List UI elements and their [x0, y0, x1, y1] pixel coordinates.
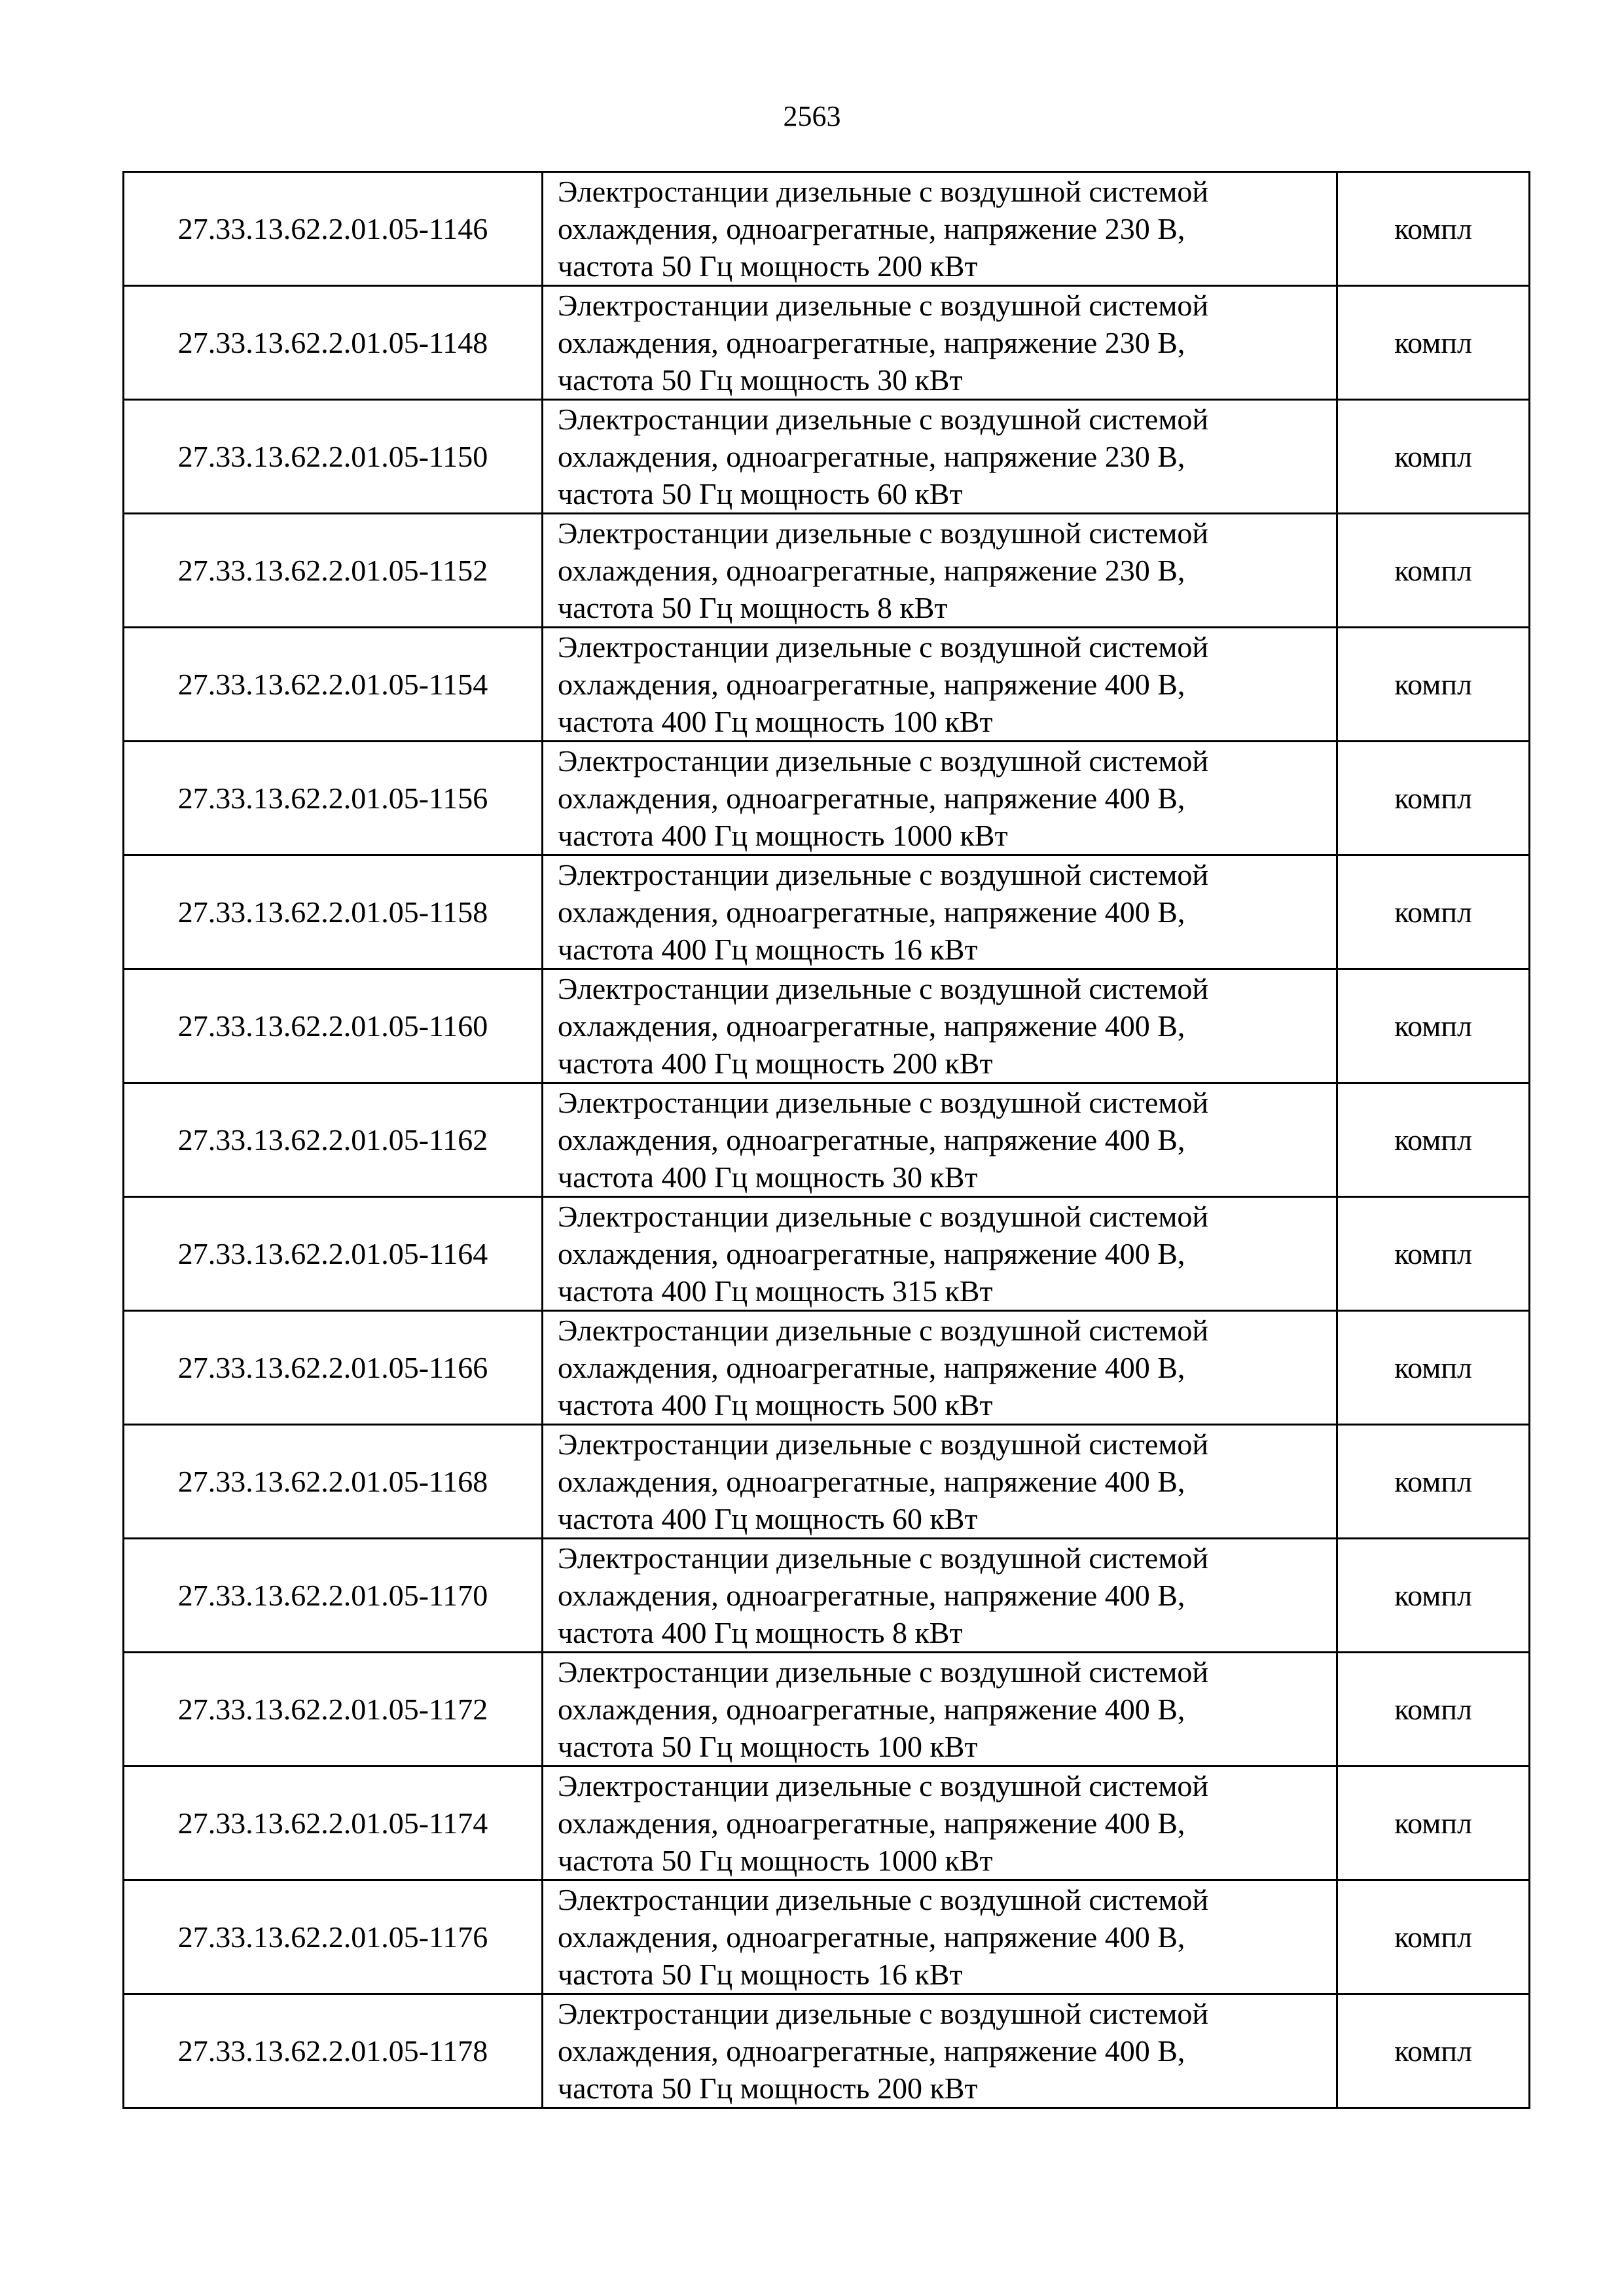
table-row: [124, 400, 1530, 514]
unit-of-measure: компл: [1337, 1767, 1530, 1880]
description-line: частота 400 Гц мощность 1000 кВт: [558, 819, 1008, 852]
unit-of-measure: компл: [1337, 1994, 1530, 2108]
resource-description: [543, 1653, 1337, 1767]
description-line: частота 400 Гц мощность 500 кВт: [558, 1388, 993, 1422]
resource-code: 27.33.13.62.2.01.05-1148: [124, 286, 543, 400]
unit-of-measure: компл: [1337, 1539, 1530, 1653]
resource-code: 27.33.13.62.2.01.05-1178: [124, 1994, 543, 2108]
description-line: охлаждения, одноагрегатные, напряжение 400 В,: [558, 1351, 1185, 1384]
resource-code: 27.33.13.62.2.01.05-1154: [124, 628, 543, 742]
unit-of-measure: компл: [1337, 628, 1530, 742]
description-line: охлаждения, одноагрегатные, напряжение 400 В,: [558, 1693, 1185, 1726]
description-line: охлаждения, одноагрегатные, напряжение 400 В,: [558, 668, 1185, 701]
description-line: частота 50 Гц мощность 100 кВт: [558, 1730, 978, 1763]
description-line: частота 400 Гц мощность 30 кВт: [558, 1160, 978, 1194]
resource-code: 27.33.13.62.2.01.05-1172: [124, 1653, 543, 1767]
description-line: Электростанции дизельные с воздушной системой: [558, 972, 1209, 1005]
unit-of-measure: компл: [1337, 400, 1530, 514]
unit-of-measure: компл: [1337, 1653, 1530, 1767]
description-line: охлаждения, одноагрегатные, напряжение 230 В,: [558, 212, 1185, 245]
resource-code: 27.33.13.62.2.01.05-1160: [124, 969, 543, 1083]
description-line: Электростанции дизельные с воздушной системой: [558, 1883, 1209, 1916]
resource-code: 27.33.13.62.2.01.05-1150: [124, 400, 543, 514]
resource-description: [543, 1311, 1337, 1425]
description-line: Электростанции дизельные с воздушной системой: [558, 1769, 1209, 1803]
resource-code: 27.33.13.62.2.01.05-1176: [124, 1880, 543, 1994]
resource-description: [543, 969, 1337, 1083]
unit-of-measure: компл: [1337, 172, 1530, 286]
unit-of-measure: компл: [1337, 742, 1530, 855]
resource-description: [543, 628, 1337, 742]
table-row: [124, 1083, 1530, 1197]
description-line: частота 400 Гц мощность 8 кВт: [558, 1616, 963, 1649]
resource-code: 27.33.13.62.2.01.05-1146: [124, 172, 543, 286]
table-row: [124, 1311, 1530, 1425]
description-line: Электростанции дизельные с воздушной системой: [558, 1541, 1209, 1575]
description-line: охлаждения, одноагрегатные, напряжение 400 В,: [558, 1579, 1185, 1612]
resource-description: [543, 172, 1337, 286]
table-row: [124, 969, 1530, 1083]
description-line: частота 400 Гц мощность 100 кВт: [558, 705, 993, 738]
description-line: частота 400 Гц мощность 200 кВт: [558, 1047, 993, 1080]
resource-table: [122, 171, 1530, 2109]
resource-code: 27.33.13.62.2.01.05-1170: [124, 1539, 543, 1653]
page-number: 2563: [783, 100, 841, 132]
description-line: охлаждения, одноагрегатные, напряжение 400 В,: [558, 1465, 1185, 1498]
description-line: Электростанции дизельные с воздушной системой: [558, 1314, 1209, 1347]
description-line: частота 400 Гц мощность 60 кВт: [558, 1502, 978, 1535]
resource-description: [543, 1880, 1337, 1994]
resource-description: [543, 1197, 1337, 1311]
description-line: частота 50 Гц мощность 1000 кВт: [558, 1844, 993, 1877]
description-line: Электростанции дизельные с воздушной системой: [558, 516, 1209, 550]
description-line: частота 50 Гц мощность 30 кВт: [558, 363, 963, 397]
description-line: частота 50 Гц мощность 16 кВт: [558, 1958, 963, 1991]
table-row: [124, 1653, 1530, 1767]
description-line: охлаждения, одноагрегатные, напряжение 400 В,: [558, 2034, 1185, 2068]
resource-code: 27.33.13.62.2.01.05-1156: [124, 742, 543, 855]
resource-code: 27.33.13.62.2.01.05-1168: [124, 1425, 543, 1539]
unit-of-measure: компл: [1337, 1425, 1530, 1539]
description-line: Электростанции дизельные с воздушной системой: [558, 403, 1209, 436]
description-line: частота 50 Гц мощность 8 кВт: [558, 591, 948, 624]
description-line: частота 50 Гц мощность 200 кВт: [558, 2072, 978, 2105]
table-row: [124, 1994, 1530, 2108]
description-line: Электростанции дизельные с воздушной системой: [558, 630, 1209, 664]
description-line: частота 50 Гц мощность 60 кВт: [558, 477, 963, 511]
unit-of-measure: компл: [1337, 286, 1530, 400]
unit-of-measure: компл: [1337, 1197, 1530, 1311]
table-row: [124, 742, 1530, 855]
resource-description: [543, 286, 1337, 400]
description-line: охлаждения, одноагрегатные, напряжение 400 В,: [558, 1237, 1185, 1270]
description-line: охлаждения, одноагрегатные, напряжение 400 В,: [558, 1920, 1185, 1954]
resource-description: [543, 742, 1337, 855]
description-line: охлаждения, одноагрегатные, напряжение 400 В,: [558, 1009, 1185, 1043]
description-line: Электростанции дизельные с воздушной системой: [558, 175, 1209, 208]
table-row: [124, 1880, 1530, 1994]
description-line: охлаждения, одноагрегатные, напряжение 230 В,: [558, 326, 1185, 359]
description-line: охлаждения, одноагрегатные, напряжение 400 В,: [558, 1806, 1185, 1840]
description-line: охлаждения, одноагрегатные, напряжение 230 В,: [558, 440, 1185, 473]
table-row: [124, 1539, 1530, 1653]
unit-of-measure: компл: [1337, 1880, 1530, 1994]
description-line: охлаждения, одноагрегатные, напряжение 230 В,: [558, 554, 1185, 587]
resource-description: [543, 400, 1337, 514]
table-row: [124, 855, 1530, 969]
table-row: [124, 172, 1530, 286]
table-row: [124, 1767, 1530, 1880]
unit-of-measure: компл: [1337, 1311, 1530, 1425]
table-row: [124, 1425, 1530, 1539]
description-line: Электростанции дизельные с воздушной системой: [558, 1086, 1209, 1119]
resource-code: 27.33.13.62.2.01.05-1162: [124, 1083, 543, 1197]
description-line: Электростанции дизельные с воздушной системой: [558, 289, 1209, 322]
description-line: частота 50 Гц мощность 200 кВт: [558, 249, 978, 283]
resource-code: 27.33.13.62.2.01.05-1152: [124, 514, 543, 628]
description-line: частота 400 Гц мощность 315 кВт: [558, 1274, 993, 1308]
resource-code: 27.33.13.62.2.01.05-1174: [124, 1767, 543, 1880]
resource-code: 27.33.13.62.2.01.05-1166: [124, 1311, 543, 1425]
resource-description: [543, 1425, 1337, 1539]
unit-of-measure: компл: [1337, 969, 1530, 1083]
description-line: Электростанции дизельные с воздушной системой: [558, 1655, 1209, 1689]
description-line: охлаждения, одноагрегатные, напряжение 400 В,: [558, 1123, 1185, 1157]
table-row: [124, 628, 1530, 742]
resource-description: [543, 1994, 1337, 2108]
resource-code: 27.33.13.62.2.01.05-1158: [124, 855, 543, 969]
description-line: Электростанции дизельные с воздушной системой: [558, 744, 1209, 778]
resource-description: [543, 1767, 1337, 1880]
description-line: частота 400 Гц мощность 16 кВт: [558, 933, 978, 966]
resource-description: [543, 514, 1337, 628]
description-line: охлаждения, одноагрегатные, напряжение 400 В,: [558, 895, 1185, 929]
unit-of-measure: компл: [1337, 855, 1530, 969]
resource-description: [543, 1539, 1337, 1653]
table-row: [124, 286, 1530, 400]
unit-of-measure: компл: [1337, 1083, 1530, 1197]
description-line: охлаждения, одноагрегатные, напряжение 400 В,: [558, 781, 1185, 815]
unit-of-measure: компл: [1337, 514, 1530, 628]
resource-description: [543, 855, 1337, 969]
resource-code: 27.33.13.62.2.01.05-1164: [124, 1197, 543, 1311]
description-line: Электростанции дизельные с воздушной системой: [558, 858, 1209, 891]
resource-description: [543, 1083, 1337, 1197]
table-row: [124, 1197, 1530, 1311]
description-line: Электростанции дизельные с воздушной системой: [558, 1997, 1209, 2030]
description-line: Электростанции дизельные с воздушной системой: [558, 1200, 1209, 1233]
description-line: Электростанции дизельные с воздушной системой: [558, 1427, 1209, 1461]
resource-table-body: [124, 172, 1530, 2108]
table-row: [124, 514, 1530, 628]
